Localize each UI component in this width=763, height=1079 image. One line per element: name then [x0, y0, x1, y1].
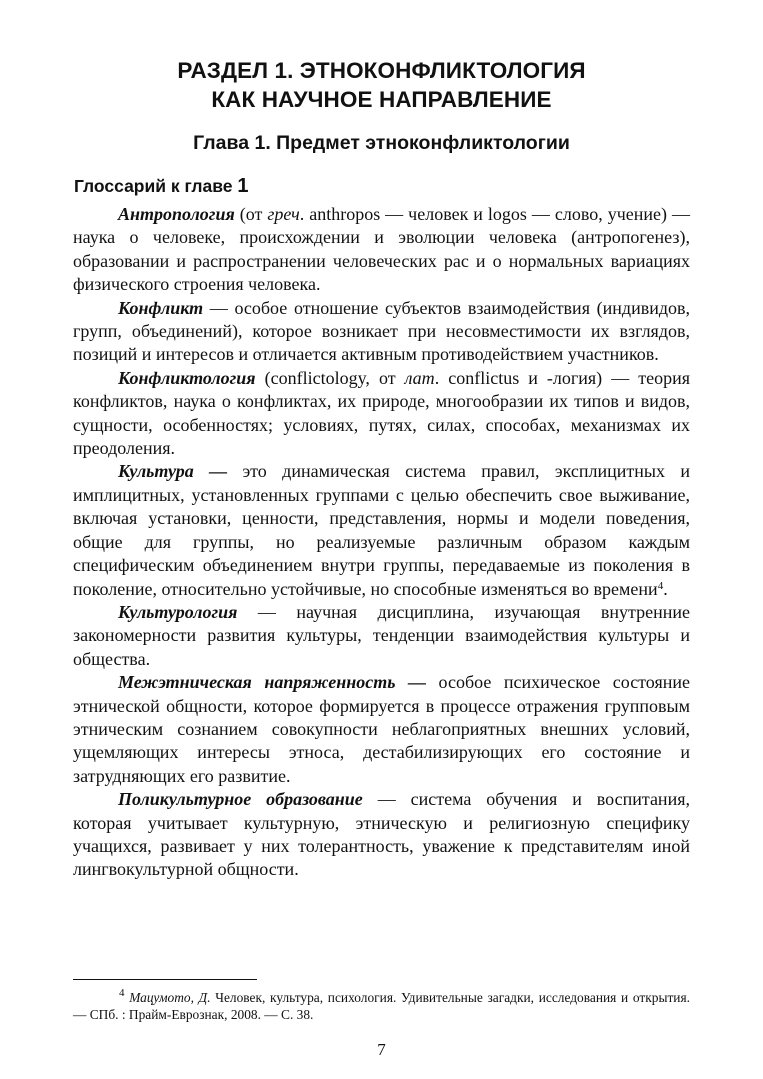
glossary-body — [73, 203, 690, 882]
language-abbreviation: лат — [404, 367, 435, 388]
glossary-entry-conflict — [73, 297, 690, 367]
glossary-entry-conflictology — [73, 367, 690, 461]
glossary-entry-anthropology — [73, 203, 690, 297]
glossary-definition-part: . anthropos — человек и logos — слово, учение) — наука о человеке, происхождении и эволюции человека (антропогенез), образовании и распространении человеческих рас и о нормальных вариациях физического строения человека. — [73, 204, 691, 295]
glossary-term: Антропология — [118, 204, 235, 224]
chapter-title: Глава 1. Предмет этноконфликтологии — [193, 132, 570, 154]
glossary-entry-multicultural-education — [73, 788, 690, 882]
glossary-definition-part: . conflictus и -логия) — теория конфликтов, наука о конфликтах, их природе, многообразии их типов и видов, сущности, особенностях; условиях, путях, силах, способах, механизмах их преодоления. — [73, 367, 690, 459]
footnote-text: Человек, культура, психология. Удивительные загадки, исследования и открытия. — СПб. : Прайм-Еврознак, 2008. — С. 38. — [73, 990, 690, 1022]
glossary-definition-part: это динамическая система правил, эксплицитных и имплицитных, установленных группами с целью обеспечить свое выживание, включая установки, ценности, представления, нормы и модели поведения, общие для группы, но реализуемые различным образом каждым специфическим объединением внутри группы, передаваемые из поколения в поколение, относительно устойчивые, но способные изменяться во времени — [73, 461, 690, 599]
glossary-term: Культурология — [118, 601, 238, 622]
glossary-term: Межэтническая напряженность — — [118, 672, 426, 693]
glossary-term: Поликультурное образование — [118, 789, 363, 810]
footnote — [73, 989, 690, 1023]
glossary-heading-text: Глоссарий к главе — [74, 176, 238, 196]
glossary-entry-culture — [73, 460, 690, 600]
glossary-definition-part: (conflictology, от — [255, 367, 405, 388]
glossary-definition-part: — особое отношение субъектов взаимодействия (индивидов, групп, объединений), которое возникает при несовместимости их взглядов, позиций и интересов и отличается активным противодействием участников. — [73, 297, 690, 365]
glossary-definition-part: (от — [234, 204, 268, 224]
glossary-definition-part: . — [663, 578, 668, 599]
glossary-term: Конфликтология — [118, 367, 256, 388]
section-title-line-1: РАЗДЕЛ 1. ЭТНОКОНФЛИКТОЛОГИЯ — [177, 58, 586, 83]
glossary-chapter-number: 1 — [237, 175, 249, 197]
section-title-line-2: КАК НАУЧНОЕ НАПРАВЛЕНИЕ — [211, 87, 552, 112]
section-title — [60, 56, 703, 114]
glossary-entry-interethnic-tension — [73, 671, 690, 788]
footnote-divider — [73, 979, 257, 980]
glossary-term: Культура — — [118, 461, 228, 482]
glossary-heading — [74, 174, 248, 198]
page-number: 7 — [377, 1040, 386, 1059]
glossary-definition-part: — научная дисциплина, изучающая внутренние закономерности развития культуры, тенденции взаимодействия культуры и общества. — [73, 601, 690, 669]
glossary-term: Конфликт — [118, 297, 204, 318]
footnote-number: 4 — [119, 987, 125, 999]
language-abbreviation: греч — [267, 204, 300, 224]
glossary-definition-part: особое психическое состояние этнической общности, которое формируется в процессе отражения групповым этническим сознанием совокупности неблагоприятных внешних условий, ущемляющих интересы этноса, дестабилизирующих его состояние и затрудняющих его развитие. — [73, 672, 690, 786]
glossary-entry-culturology — [73, 601, 690, 671]
footnote-author: Мацумото, Д. — [129, 990, 211, 1005]
glossary-definition-part: — система обучения и воспитания, которая учитывает культурную, этническую и религиозную специфику учащихся, развивает у них толерантность, уважение к представителям иной лингвокультурной общности. — [73, 789, 690, 880]
footnote-reference[interactable]: 4 — [657, 579, 664, 592]
